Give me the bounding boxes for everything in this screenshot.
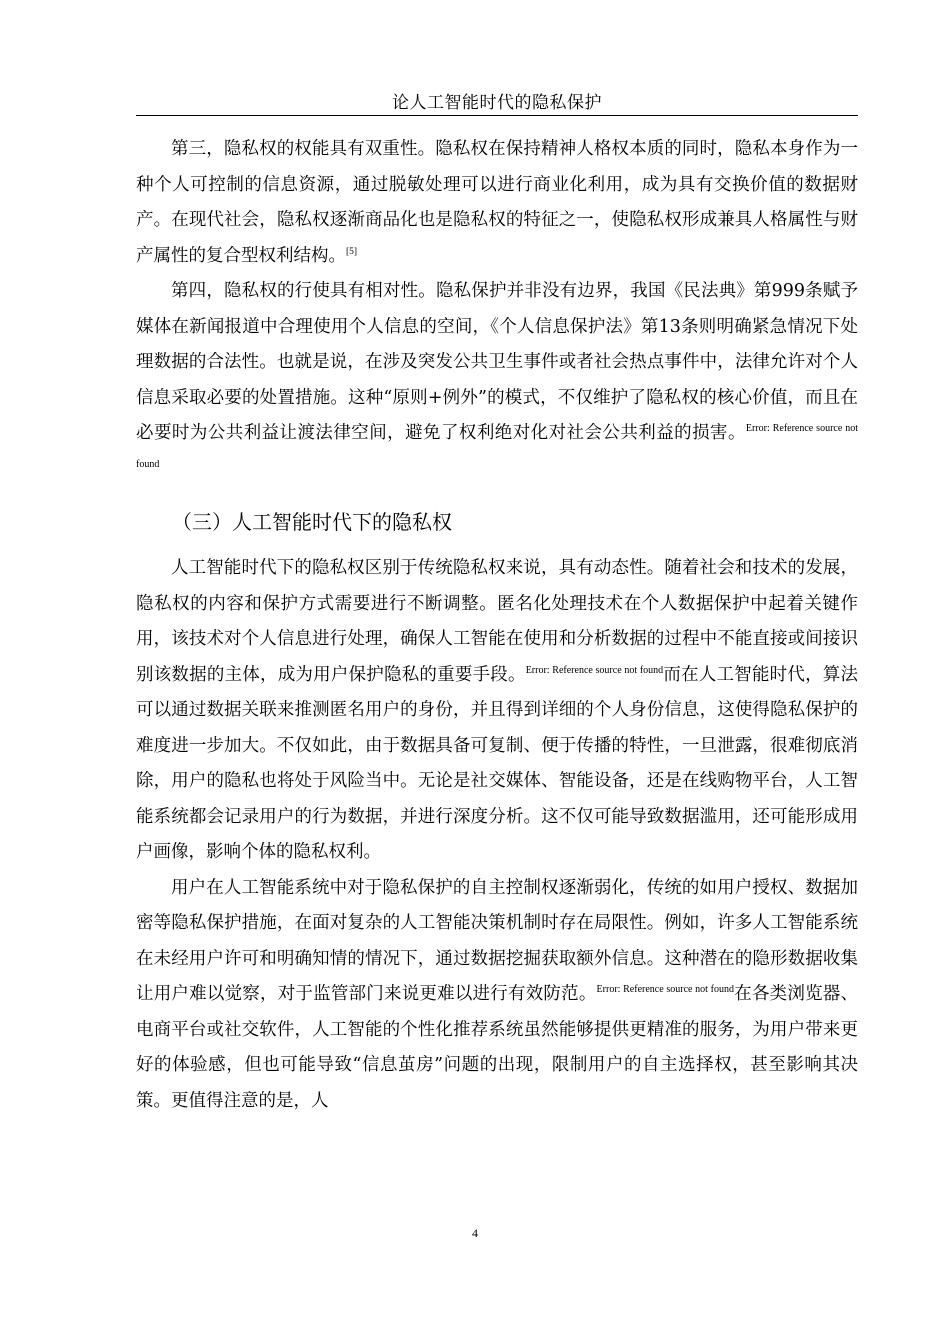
paragraph-user-control bbox=[136, 871, 858, 1120]
header-divider bbox=[136, 115, 858, 116]
paragraph-text: 人工智能时代下的隐私权区别于传统隐私权来说，具有动态性。随着社会和技术的发展，隐私权的内容和保护方式需要进行不断调整。匿名化处理技术在个人数据保护中起着关键作用，该技术对个人信息进行处理，确保人工智能在使用和分析数据的过程中不能直接或间接识别该数据的主体，成为用户保护隐私的重要手段。 bbox=[136, 558, 858, 685]
paragraph-text: 第四，隐私权的行使具有相对性。隐私保护并非没有边界，我国《民法典》第999条赋予媒体在新闻报道中合理使用个人信息的空间，《个人信息保护法》第13条则明确紧急情况下处理数据的合法性。也就是说，在涉及突发公共卫生事件或者社会热点事件中，法律允许对个人信息采取必要的处置措施。这种“原则+例外”的模式，不仅维护了隐私权的核心价值，而且在必要时为公共利益让渡法律空间，避免了权利绝对化对社会公共利益的损害。 bbox=[136, 281, 858, 443]
page-number: 4 bbox=[472, 1226, 478, 1240]
paragraph-text: 第三，隐私权的权能具有双重性。隐私权在保持精神人格权本质的同时，隐私本身作为一种个人可控制的信息资源，通过脱敏处理可以进行商业化利用，成为具有交换价值的数据财产。在现代社会，隐私权逐渐商品化也是隐私权的特征之一，使隐私权形成兼具人格属性与财产属性的复合型权利结构。 bbox=[136, 139, 858, 266]
paragraph-third-feature bbox=[136, 132, 858, 274]
reference-error-marker: Error: Reference source not found bbox=[525, 664, 664, 676]
reference-error-marker: Error: Reference source not found bbox=[596, 984, 735, 995]
document-body bbox=[136, 132, 858, 1119]
paragraph-text: 在各类浏览器、电商平台或社交软件，人工智能的个性化推荐系统虽然能够提供更精准的服务，为用户带来更好的体验感，但也可能导致“信息茧房”问题的出现，限制用户的自主选择权，甚至影响其决策。更值得注意的是，人 bbox=[136, 984, 859, 1111]
citation-marker: [5] bbox=[346, 246, 358, 257]
section-heading: （三）人工智能时代下的隐私权 bbox=[172, 510, 452, 534]
running-header-title: 论人工智能时代的隐私保护 bbox=[392, 93, 602, 113]
reference-error-marker: Error: Reference source not found bbox=[136, 423, 858, 470]
paragraph-text: 用户在人工智能系统中对于隐私保护的自主控制权逐渐弱化，传统的如用户授权、数据加密等隐私保护措施，在面对复杂的人工智能决策机制时存在局限性。例如，许多人工智能系统在未经用户许可和明确知情的情况下，通过数据挖掘获取额外信息。这种潜在的隐形数据收集让用户难以觉察，对于监管部门来说更难以进行有效防范。 bbox=[136, 877, 858, 1004]
paragraph-text: 而在人工智能时代，算法可以通过数据关联来推测匿名用户的身份，并且得到详细的个人身份信息，这使得隐私保护的难度进一步加大。不仅如此，由于数据具备可复制、便于传播的特性，一旦泄露，很难彻底消除，用户的隐私也将处于风险当中。无论是社交媒体、智能设备，还是在线购物平台，人工智能系统都会记录用户的行为数据，并进行深度分析。这不仅可能导致数据滥用，还可能形成用户画像，影响个体的隐私权利。 bbox=[136, 664, 859, 862]
paragraph-ai-privacy-dynamics bbox=[136, 551, 858, 871]
paragraph-fourth-feature bbox=[136, 274, 858, 487]
